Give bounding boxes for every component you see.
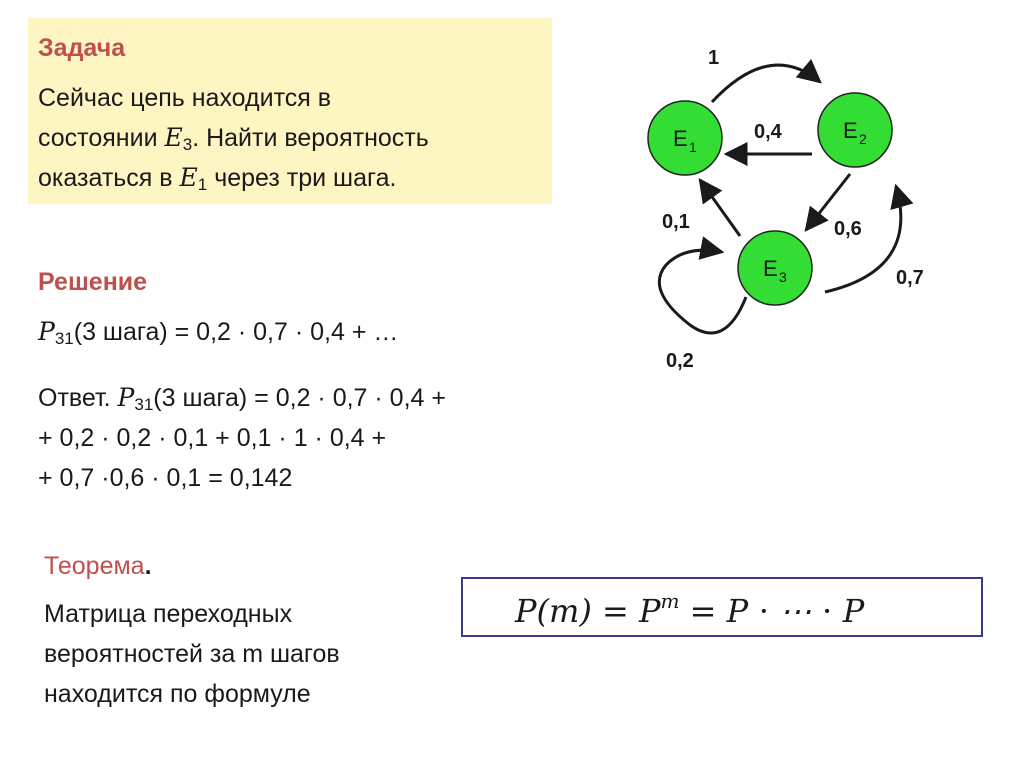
node-e1 xyxy=(648,101,722,175)
edge-label-e3-e1: 0,1 xyxy=(662,211,690,233)
markov-graph xyxy=(620,40,950,380)
node-e2 xyxy=(818,93,892,167)
theorem-title: Теорема. xyxy=(44,552,152,580)
svg-text:E: E xyxy=(763,256,778,281)
task-line-1: Сейчас цепь находится в xyxy=(38,84,332,112)
answer-line-2: + 0,2 · 0,2 · 0,1 + 0,1 · 1 · 0,4 + xyxy=(38,424,387,452)
theorem-line-1: Матрица переходных xyxy=(44,600,293,628)
solution-expression: $P_{31}(3$ шага) = 0,2 · 0,7 · 0,4 + … xyxy=(38,317,399,348)
edge-label-e2-e3: 0,6 xyxy=(834,218,862,240)
formula-box xyxy=(461,577,983,637)
matrix-power-formula: $P(m) = P^m = P$ ⋅ ⋯ ⋅ P xyxy=(515,589,865,630)
svg-text:E: E xyxy=(673,126,688,151)
svg-text:2: 2 xyxy=(859,131,867,147)
svg-text:E: E xyxy=(843,118,858,143)
edge-label-e3-e3: 0,2 xyxy=(666,350,694,372)
edge-label-e2-e1: 0,4 xyxy=(754,121,782,143)
answer-line-3: + 0,7 ·0,6 · 0,1 = 0,142 xyxy=(38,464,293,492)
svg-text:1: 1 xyxy=(689,139,697,155)
task-line-3: оказаться в $E_1$ через три шага. xyxy=(38,163,397,194)
edge-e1-e2 xyxy=(712,65,820,102)
task-title: Задача xyxy=(38,34,126,62)
edge-e3-e3 xyxy=(659,250,746,333)
theorem-line-2: вероятностей за m шагов xyxy=(44,640,340,668)
edge-label-e3-e2: 0,7 xyxy=(896,267,924,289)
task-line-2: состоянии $E_3$. Найти вероятность xyxy=(38,123,429,154)
node-e3 xyxy=(738,231,812,305)
svg-text:3: 3 xyxy=(779,269,787,285)
theorem-line-3: находится по формуле xyxy=(44,680,311,708)
edge-e3-e1 xyxy=(700,180,740,236)
edge-label-e1-e2: 1 xyxy=(708,47,720,69)
solution-title: Решение xyxy=(38,268,148,296)
answer-line-1: Ответ. $P_{31}(3$ шага) = 0,2 · 0,7 · 0,4 + xyxy=(38,383,446,414)
